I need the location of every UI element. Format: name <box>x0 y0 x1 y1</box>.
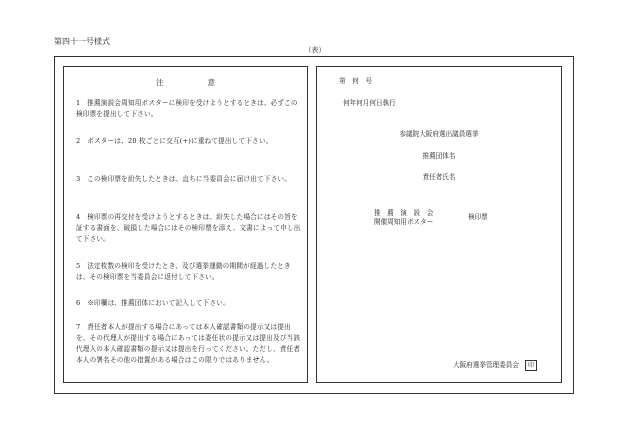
election-name: 参議院大阪府選出議員選挙 <box>399 130 479 138</box>
ticket-number: 第 何 号 <box>339 77 372 85</box>
responsible-person-name: 責任者氏名 <box>422 173 456 181</box>
issuer-line <box>453 360 537 371</box>
seal-mark: 印 <box>525 360 537 371</box>
note-item-7: 7 責任者本人が提出する場合にあっては本人確認書類の提示又は提出を、その代理人が提出する場合にあっては委任状の提示又は提出及び当該代理人の本人確認書類の提示又は提出を行ってください。ただし、責任者本人の署名その他の措置がある場合はこの限りではありません。 <box>76 323 301 364</box>
note-item-4: 4 検印票の再交付を受けようとするときは、紛失した場合にはその旨を証する書面を、破損した場合にはその検印票を添え、文書によって申し出て下さい。 <box>76 213 301 243</box>
notes-panel <box>63 66 308 383</box>
form-number: 第四十一号様式 <box>54 37 110 46</box>
side-label: （表） <box>304 46 326 54</box>
issuer-name: 大阪府選挙管理委員会 <box>453 361 519 369</box>
ticket-title-suffix: 検印票 <box>468 213 488 221</box>
note-item-3: 3 この検印票を紛失したときは、直ちに当委員会に届け出て下さい。 <box>76 175 291 183</box>
ticket-title-line2: 開催周知用ポスター <box>374 218 434 226</box>
note-item-2: 2 ポスターは、20 枚ごとに交互(+)に重ねて提出して下さい。 <box>76 137 273 145</box>
recommending-group-name: 推薦団体名 <box>422 152 456 160</box>
ticket-title-line1: 推 薦 演 説 会 <box>374 209 434 217</box>
note-item-6: 6 ※印欄は、推薦団体において記入して下さい。 <box>76 299 230 307</box>
note-item-1: 1 推薦演説会周知用ポスターに検印を受けようとするときは、必ずこの検印票を提出して下さい。 <box>76 99 298 118</box>
note-item-5: 5 法定枚数の検印を受けたとき、及び選挙運動の期間が経過したときは、その検印票を当委員会に返付して下さい。 <box>76 262 291 281</box>
execution-date: 何年何月何日執行 <box>343 99 396 107</box>
notes-title: 注意 <box>156 78 259 87</box>
inspection-ticket-panel <box>316 66 562 383</box>
